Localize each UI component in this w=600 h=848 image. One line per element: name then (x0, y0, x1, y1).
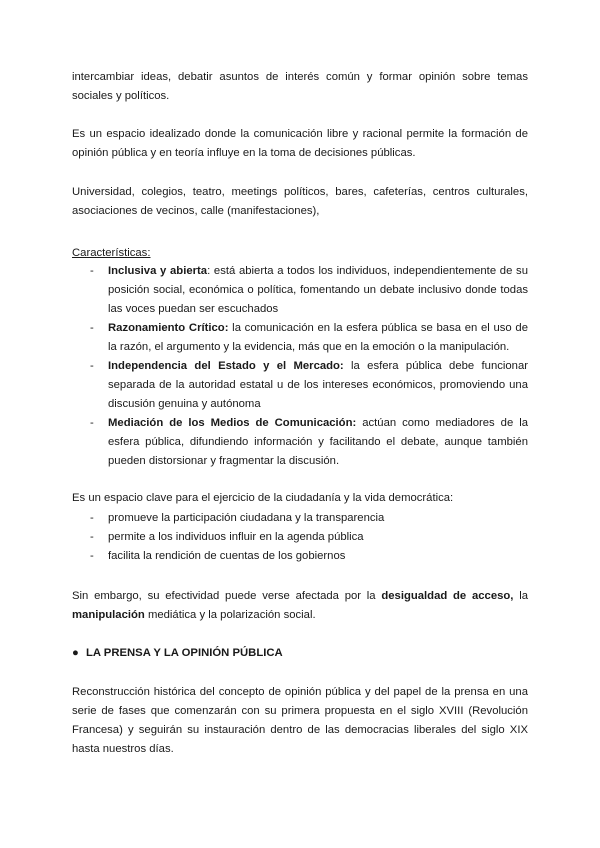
item-text: promueve la participación ciudadana y la transparencia (108, 512, 385, 524)
caracteristicas-list (72, 262, 528, 471)
list-item (72, 262, 528, 319)
paragraph-reconstruccion: Reconstrucción histórica del concepto de opinión pública y del papel de la prensa en una serie de fases que comenzarán con su primera propuesta en el siglo XVIII (Revolución Francesa) y seguirán su instauración dentro de las democracias liberales del siglo XIX hasta nuestros días. (72, 686, 528, 755)
section-heading: LA PRENSA Y LA OPINIÓN PÚBLICA (86, 647, 283, 659)
item-bold-term: Mediación de los Medios de Comunicación: (108, 417, 357, 429)
dash-marker: - (90, 512, 94, 524)
dash-marker: - (90, 531, 94, 543)
list-item (72, 319, 528, 357)
item-text: actúan como mediadores de la esfera pública, difundiendo información y facilitando el debate, aunque también pueden distorsionar y fragmentar la discusión. (108, 417, 528, 467)
paragraph-espacio-idealizado: Es un espacio idealizado donde la comunicación libre y racional permite la formación de opinión pública y en teoría influye en la toma de decisiones públicas. (72, 128, 528, 159)
paragraph-lugares: Universidad, colegios, teatro, meetings políticos, bares, cafeterías, centros culturales, asociaciones de vecinos, calle (manifestaciones), (72, 186, 528, 217)
text-run: la (513, 590, 528, 602)
item-text: permite a los individuos influir en la agenda pública (108, 531, 364, 543)
bold-run: manipulación (72, 609, 145, 621)
item-text: : está abierta a todos los individuos, independientemente de su posición social, económica o política, fomentando un debate inclusivo donde todas las voces puedan ser escuchados (108, 265, 528, 315)
list-item (72, 547, 528, 566)
paragraph-espacio-clave: Es un espacio clave para el ejercicio de la ciudadanía y la vida democrática: (72, 492, 454, 504)
dash-marker: - (90, 322, 94, 334)
item-bold-term: Razonamiento Crítico: (108, 322, 229, 334)
item-text: facilita la rendición de cuentas de los gobiernos (108, 550, 346, 562)
dash-marker: - (90, 417, 94, 429)
dash-marker: - (90, 360, 94, 372)
paragraph-intro: intercambiar ideas, debatir asuntos de interés común y formar opinión sobre temas sociales y políticos. (72, 71, 528, 102)
item-bold-term: Independencia del Estado y el Mercado: (108, 360, 344, 372)
dash-marker: - (90, 550, 94, 562)
list-item (72, 357, 528, 414)
item-text: la esfera pública debe funcionar separada de la autoridad estatal u de los intereses económicos, promoviendo una discusión genuina y autónoma (108, 360, 528, 410)
espacio-list (72, 509, 528, 566)
item-bold-term: Inclusiva y abierta (108, 265, 208, 277)
text-run: Sin embargo, su efectividad puede verse afectada por la (72, 590, 382, 602)
dash-marker: - (90, 265, 94, 277)
list-item (72, 414, 528, 471)
paragraph-sin-embargo (72, 587, 528, 625)
text-run: mediática y la polarización social. (144, 609, 316, 621)
list-item (72, 528, 528, 547)
section-bullet: ● (72, 647, 79, 659)
list-item (72, 509, 528, 528)
item-text: la comunicación en la esfera pública se basa en el uso de la razón, el argumento y la evidencia, más que en la emoción o la manipulación. (108, 322, 528, 353)
caracteristicas-heading: Características: (72, 247, 151, 259)
bold-run: desigualdad de acceso, (381, 590, 514, 602)
